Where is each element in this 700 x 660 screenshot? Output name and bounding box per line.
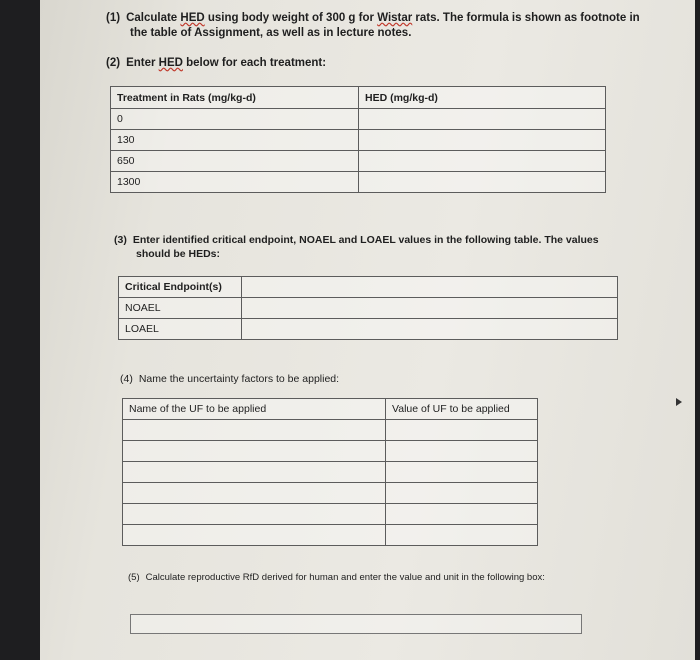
loael-input[interactable] (242, 319, 618, 340)
uf-name-input[interactable] (123, 483, 386, 504)
hed-input-cell[interactable] (359, 151, 606, 172)
worksheet-page (40, 0, 695, 660)
question-2-text-a: Enter (126, 57, 159, 69)
rfd-answer-box[interactable] (130, 614, 582, 634)
uf-value-input[interactable] (386, 483, 538, 504)
uf-name-input[interactable] (123, 525, 386, 546)
treatment-hed-table (110, 86, 606, 193)
uncertainty-factor-table (122, 398, 538, 546)
table-row (123, 525, 538, 546)
table-row (119, 298, 618, 319)
uf-value-input[interactable] (386, 525, 538, 546)
question-2-text-c: below for each treatment: (182, 57, 327, 69)
question-3-line-2: should be HEDs: (136, 248, 221, 260)
uf-value-input[interactable] (386, 420, 538, 441)
question-4 (120, 372, 339, 387)
table-row (123, 483, 538, 504)
endpoint-table (118, 276, 618, 340)
question-3-line-1: Enter identified critical endpoint, NOAEL and LOAEL values in the following table. The values (132, 234, 599, 246)
question-1-hed: HED (180, 12, 205, 24)
header-uf-name: Name of the UF to be applied (123, 399, 386, 420)
uf-name-input[interactable] (123, 462, 386, 483)
question-5-number: (5) (128, 572, 140, 583)
question-1-text-c: using body weight of 300 g for (204, 12, 378, 24)
table-row (123, 504, 538, 525)
uf-name-input[interactable] (123, 504, 386, 525)
question-2 (106, 56, 326, 71)
question-5 (128, 570, 545, 585)
critical-endpoint-input[interactable] (242, 277, 618, 298)
table-row (111, 172, 606, 193)
treatment-cell: 650 (111, 151, 359, 172)
question-1 (106, 11, 686, 41)
hed-input-cell[interactable] (359, 130, 606, 151)
question-1-wistar: Wistar (377, 12, 413, 24)
question-1-line-2: the table of Assignment, as well as in lecture notes. (130, 27, 412, 39)
noael-label: NOAEL (119, 298, 242, 319)
uf-value-input[interactable] (386, 504, 538, 525)
header-treatment: Treatment in Rats (mg/kg-d) (111, 87, 359, 109)
treatment-cell: 130 (111, 130, 359, 151)
hed-input-cell[interactable] (359, 109, 606, 130)
critical-endpoint-label: Critical Endpoint(s) (119, 277, 242, 298)
treatment-cell: 1300 (111, 172, 359, 193)
table-row (123, 441, 538, 462)
question-1-text-a: Calculate (126, 12, 181, 24)
question-4-number: (4) (120, 373, 133, 385)
question-2-hed: HED (158, 57, 183, 69)
table-row (123, 399, 538, 420)
table-row (119, 319, 618, 340)
loael-label: LOAEL (119, 319, 242, 340)
page-edge-arrow-icon (676, 398, 682, 406)
question-4-text: Name the uncertainty factors to be applied: (138, 373, 340, 385)
question-2-number: (2) (106, 57, 121, 69)
table-row (111, 151, 606, 172)
question-5-text: Calculate reproductive RfD derived for human and enter the value and unit in the following box: (145, 572, 545, 583)
uf-value-input[interactable] (386, 462, 538, 483)
noael-input[interactable] (242, 298, 618, 319)
table-row (123, 462, 538, 483)
table-row (111, 130, 606, 151)
header-uf-value: Value of UF to be applied (386, 399, 538, 420)
uf-name-input[interactable] (123, 420, 386, 441)
table-row (111, 109, 606, 130)
treatment-cell: 0 (111, 109, 359, 130)
question-3 (114, 233, 634, 261)
table-row (119, 277, 618, 298)
question-3-number: (3) (114, 234, 127, 246)
question-1-text-e: rats. The formula is shown as footnote in (412, 12, 640, 24)
uf-name-input[interactable] (123, 441, 386, 462)
table-row (123, 420, 538, 441)
table-row (111, 87, 606, 109)
question-1-number: (1) (106, 12, 121, 24)
header-hed: HED (mg/kg-d) (359, 87, 606, 109)
uf-value-input[interactable] (386, 441, 538, 462)
hed-input-cell[interactable] (359, 172, 606, 193)
